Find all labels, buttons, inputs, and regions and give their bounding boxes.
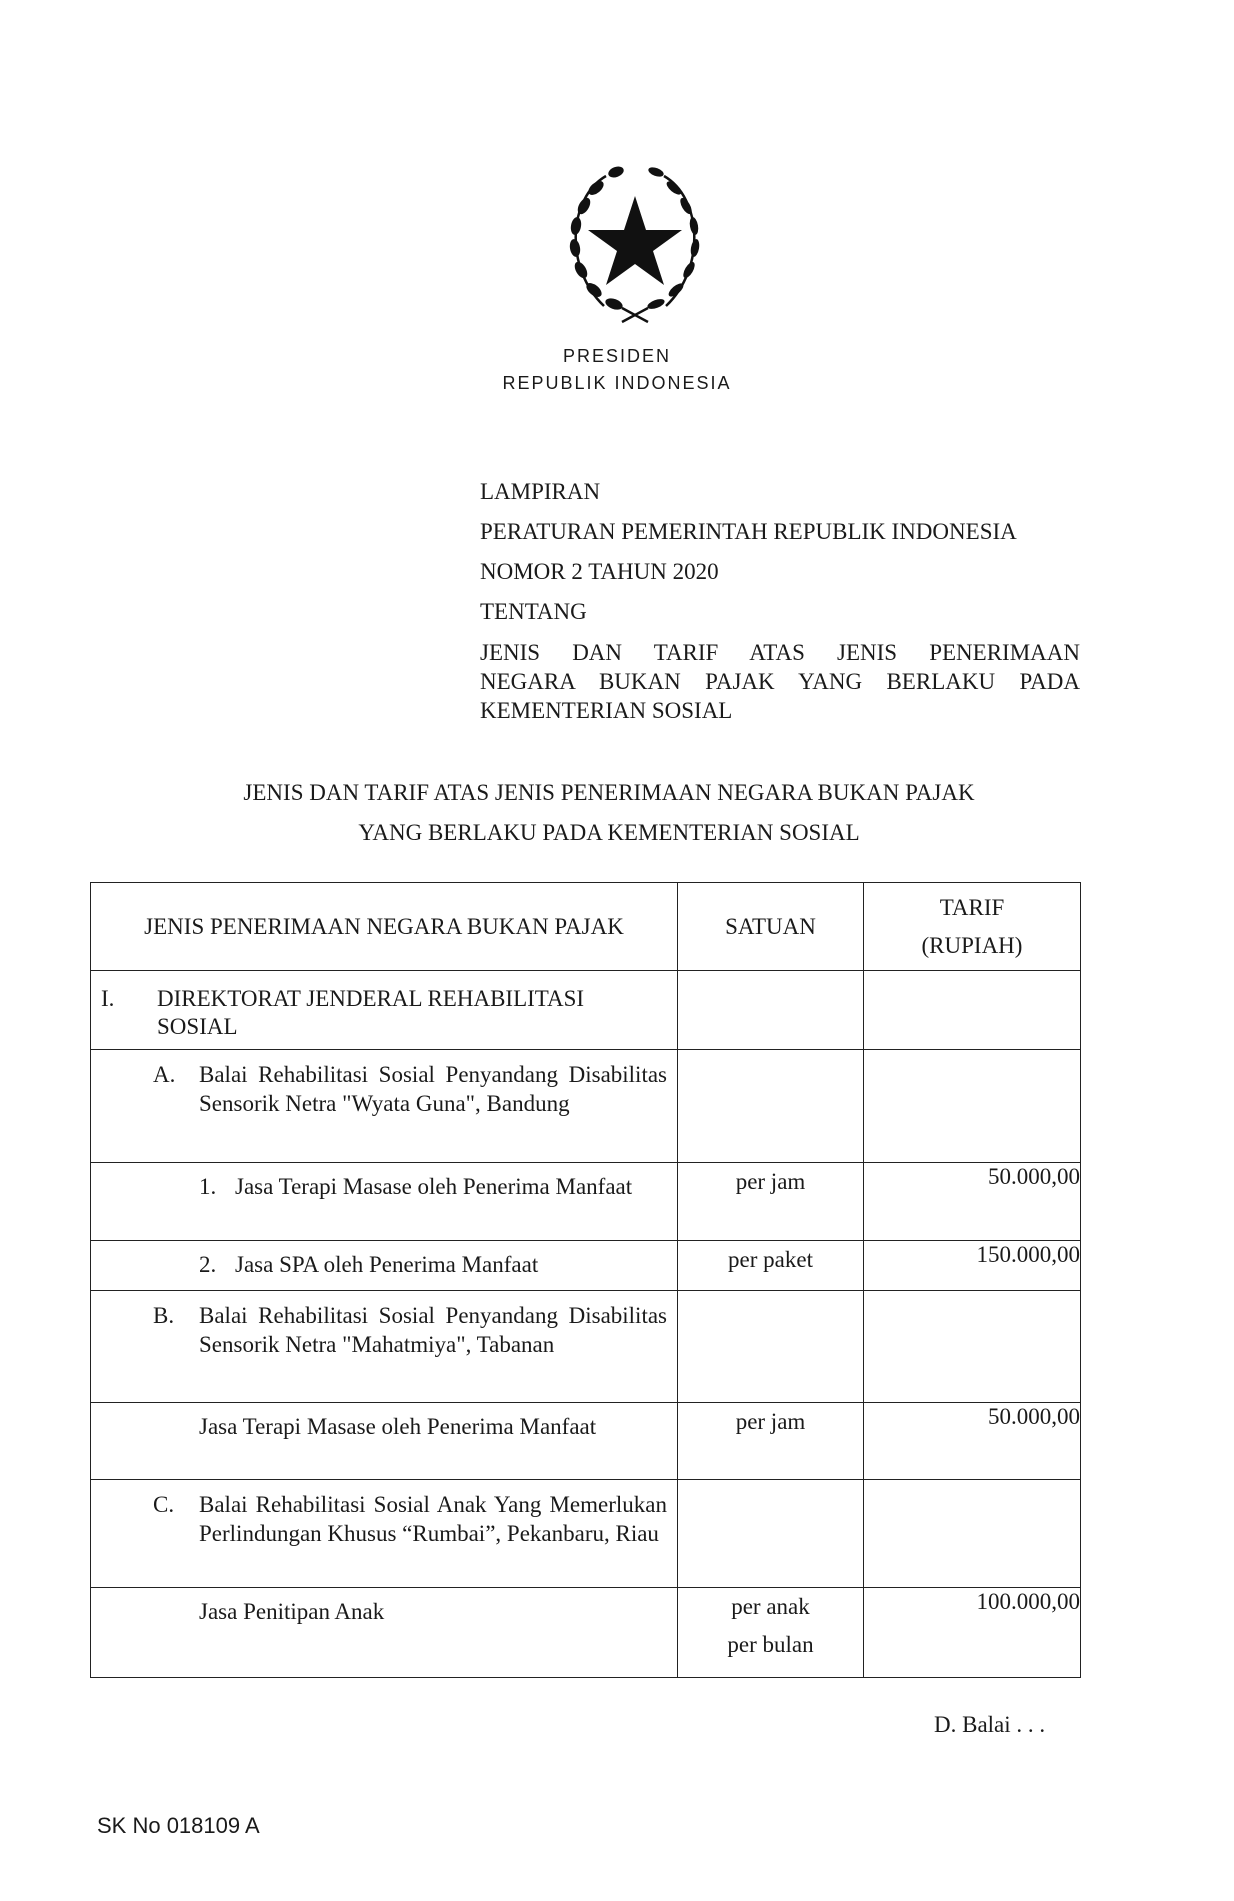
row-description: Jasa Terapi Masase oleh Penerima Manfaat: [235, 1174, 633, 1199]
row-number: I.: [101, 986, 115, 1011]
row-number: 2.: [199, 1252, 217, 1277]
row-number: 1.: [199, 1174, 217, 1199]
header-presiden: PRESIDEN: [562, 346, 672, 366]
header-satuan: SATUAN: [678, 883, 864, 971]
row-description: Balai Rehabilitasi Sosial Penyandang Disabilitas Sensorik Netra "Mahatmiya", Tabanan: [199, 1303, 667, 1357]
tarif-cell: [864, 971, 1081, 1050]
lampiran-label: LAMPIRAN: [480, 479, 601, 504]
regulation-number: NOMOR 2 TAHUN 2020: [480, 559, 719, 584]
row-number: B.: [153, 1303, 175, 1328]
header-tarif: [864, 883, 1081, 971]
jenis-cell: [91, 1050, 678, 1163]
row-number: C.: [153, 1492, 175, 1517]
satuan-cell: [678, 1588, 864, 1678]
table-header-row: [91, 883, 1081, 971]
subject-line-3: KEMENTERIAN SOSIAL: [480, 698, 733, 723]
table-row: [91, 1480, 1081, 1588]
table-row: [91, 1241, 1081, 1291]
jenis-cell: [91, 1588, 678, 1678]
tarif-cell: [864, 1050, 1081, 1163]
row-description: DIREKTORAT JENDERAL REHABILITASI SOSIAL: [157, 986, 585, 1039]
table-row: [91, 1163, 1081, 1241]
header-tarif-label: TARIF: [939, 894, 1005, 920]
row-number: A.: [153, 1062, 176, 1087]
sk-number: SK No 018109 A: [97, 1813, 260, 1838]
jenis-cell: [91, 1241, 678, 1291]
table-row: [91, 971, 1081, 1050]
table-row: [91, 1291, 1081, 1403]
table-row: [91, 1403, 1081, 1480]
header-jenis: JENIS PENERIMAAN NEGARA BUKAN PAJAK: [91, 883, 678, 971]
satuan-cell: [678, 971, 864, 1050]
jenis-cell: [91, 1291, 678, 1403]
presidential-emblem-icon: [556, 158, 714, 326]
satuan-cell: per paket: [678, 1241, 864, 1291]
header-tarif-unit: (RUPIAH): [921, 932, 1023, 958]
satuan-cell: [678, 1050, 864, 1163]
tarif-cell: [864, 1480, 1081, 1588]
document-title-line-2: YANG BERLAKU PADA KEMENTERIAN SOSIAL: [358, 820, 860, 845]
document-title-line-1: JENIS DAN TARIF ATAS JENIS PENERIMAAN NEGARA BUKAN PAJAK: [243, 780, 975, 805]
table-row: [91, 1588, 1081, 1678]
tarif-cell: 100.000,00: [864, 1588, 1081, 1678]
table-row: [91, 1050, 1081, 1163]
row-description: Jasa Terapi Masase oleh Penerima Manfaat: [199, 1414, 597, 1439]
satuan-cell: per jam: [678, 1403, 864, 1480]
tarif-cell: 50.000,00: [864, 1403, 1081, 1480]
satuan-line-2: per bulan: [727, 1632, 814, 1657]
row-description: Jasa SPA oleh Penerima Manfaat: [235, 1252, 539, 1277]
jenis-cell: [91, 1403, 678, 1480]
satuan-cell: per jam: [678, 1163, 864, 1241]
tentang-label: TENTANG: [480, 599, 587, 624]
lampiran-block: [480, 478, 1080, 725]
tarif-cell: [864, 1291, 1081, 1403]
jenis-cell: [91, 1163, 678, 1241]
pnbp-tariff-table: [90, 882, 1081, 1678]
tarif-cell: 50.000,00: [864, 1163, 1081, 1241]
satuan-cell: [678, 1480, 864, 1588]
tarif-cell: 150.000,00: [864, 1241, 1081, 1291]
satuan-line-1: per anak: [731, 1594, 810, 1619]
continuation-marker: D. Balai . . .: [934, 1712, 1046, 1737]
jenis-cell: [91, 971, 678, 1050]
subject-line-2: NEGARA BUKAN PAJAK YANG BERLAKU PADA: [480, 669, 1080, 694]
row-description: Balai Rehabilitasi Sosial Anak Yang Memerlukan Perlindungan Khusus “Rumbai”, Pekanbaru, Riau: [199, 1492, 667, 1546]
header-republik-indonesia: REPUBLIK INDONESIA: [502, 373, 732, 393]
satuan-cell: [678, 1291, 864, 1403]
jenis-cell: [91, 1480, 678, 1588]
row-description: Balai Rehabilitasi Sosial Penyandang Disabilitas Sensorik Netra "Wyata Guna", Bandung: [199, 1062, 667, 1116]
subject-line-1: JENIS DAN TARIF ATAS JENIS PENERIMAAN: [480, 640, 1080, 665]
row-description: Jasa Penitipan Anak: [199, 1599, 385, 1624]
regulation-name: PERATURAN PEMERINTAH REPUBLIK INDONESIA: [480, 519, 1017, 544]
